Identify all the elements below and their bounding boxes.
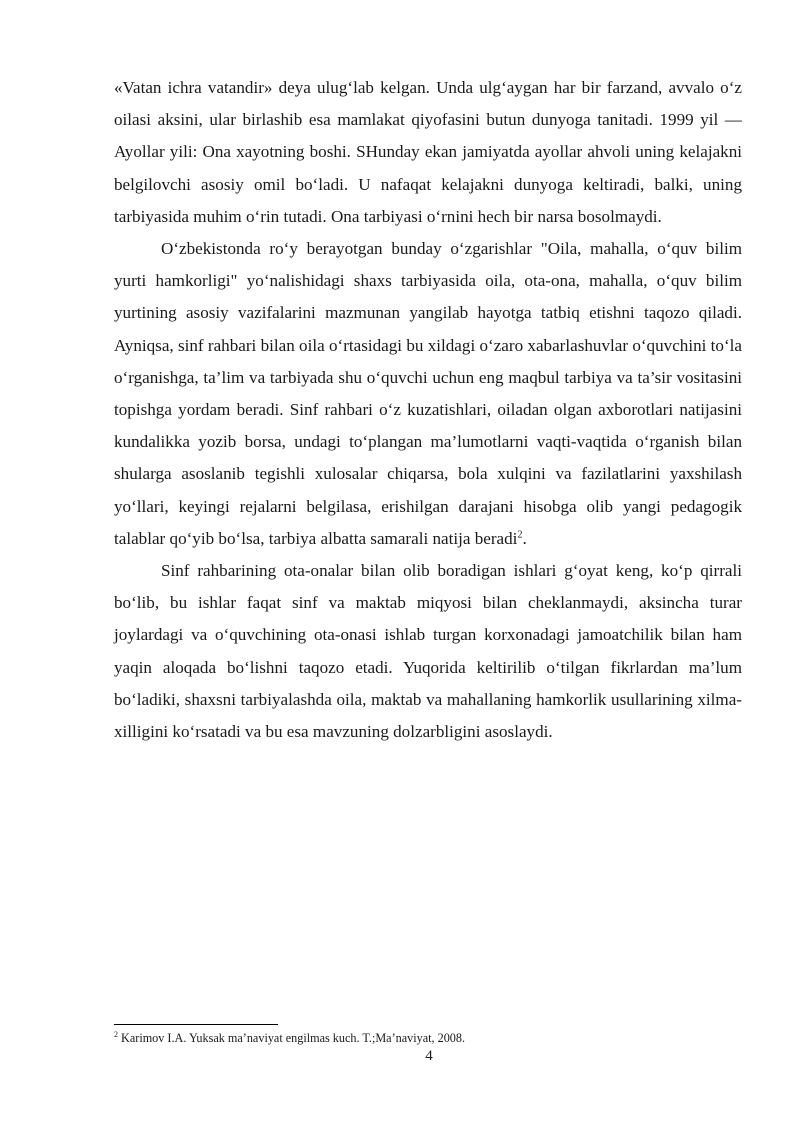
footnote-text: Karimov I.A. Yuksak ma’naviyat engilmas kuch. T.;Ma’naviyat, 2008. xyxy=(118,1031,466,1045)
page-number: 4 xyxy=(425,1048,433,1064)
footnote xyxy=(114,1031,754,1045)
footnote-separator xyxy=(114,1024,278,1025)
footnote-reference[interactable]: 2 xyxy=(517,529,523,541)
paragraph-2-end: . xyxy=(522,528,527,548)
body-text xyxy=(114,72,742,748)
footnote-marker: 2 xyxy=(114,1029,118,1039)
paragraph-1: «Vatan ichra vatandir» deya ulug‘lab kelgan. Unda ulg‘aygan har bir farzand, avvalo o‘z oilasi aksini, ular birlashib esa mamlakat qiyofasini butun dunyoga tanitadi. 1999 yil — Ayollar yili: Ona xayotning boshi. SHunday ekan jamiyatda ayollar ahvoli uning kelajakni belgilovchi asosiy omil bo‘ladi. U nafaqat kelajakni dunyoga keltiradi, balki, uning tarbiyasida muhim o‘rin tutadi. Ona tarbiyasi o‘rnini hech bir narsa bosolmaydi. xyxy=(114,78,742,226)
paragraph-3: Sinf rahbarining ota-onalar bilan olib boradigan ishlari g‘oyat keng, ko‘p qirrali bo‘lib, bu ishlar faqat sinf va maktab miqyosi bilan cheklanmaydi, aksincha turar joylardagi va o‘quvchining ota-onasi ishlab turgan korxonadagi jamoatchilik bilan ham yaqin aloqada bo‘lishni taqozo etadi. Yuqorida keltirilib o‘tilgan fikrlardan ma’lum bo‘ladiki, shaxsni tarbiyalashda oila, maktab va mahallaning hamkorlik usullarining xilma-xilligini ko‘rsatadi va bu esa mavzuning dolzarbligini asoslaydi. xyxy=(114,561,742,742)
paragraph-2-text: O‘zbekistonda ro‘y berayotgan bunday o‘zgarishlar "Oila, mahalla, o‘quv bilim yurti hamkorligi" yo‘nalishidagi shaxs tarbiyasida oila, ota-ona, mahalla, o‘quv bilim yurtining asosiy vazifalarini mazmunan yangilab hayotga tatbiq etishni taqozo qiladi. Ayniqsa, sinf rahbari bilan oila o‘rtasidagi bu xildagi o‘zaro xabarlashuvlar o‘quvchini to‘la o‘rganishga, ta’lim va tarbiyada shu o‘quvchi uchun eng maqbul tarbiya va ta’sir vositasini topishga yordam beradi. Sinf rahbari o‘z kuzatishlari, oiladan olgan axborotlari natijasini kundalikka yozib borsa, undagi to‘plangan ma’lumotlarni vaqti-vaqtida o‘rganish bilan shularga asoslanib tegishli xulosalar chiqarsa, bola xulqini va fazilatlarini yaxshilash yo‘llari, keyingi rejalarni belgilasa, erishilgan darajani hisobga olib yangi pedagogik talablar qo‘yib bo‘lsa, tarbiya albatta samarali natija beradi xyxy=(114,239,742,548)
paragraph-2 xyxy=(114,233,742,555)
